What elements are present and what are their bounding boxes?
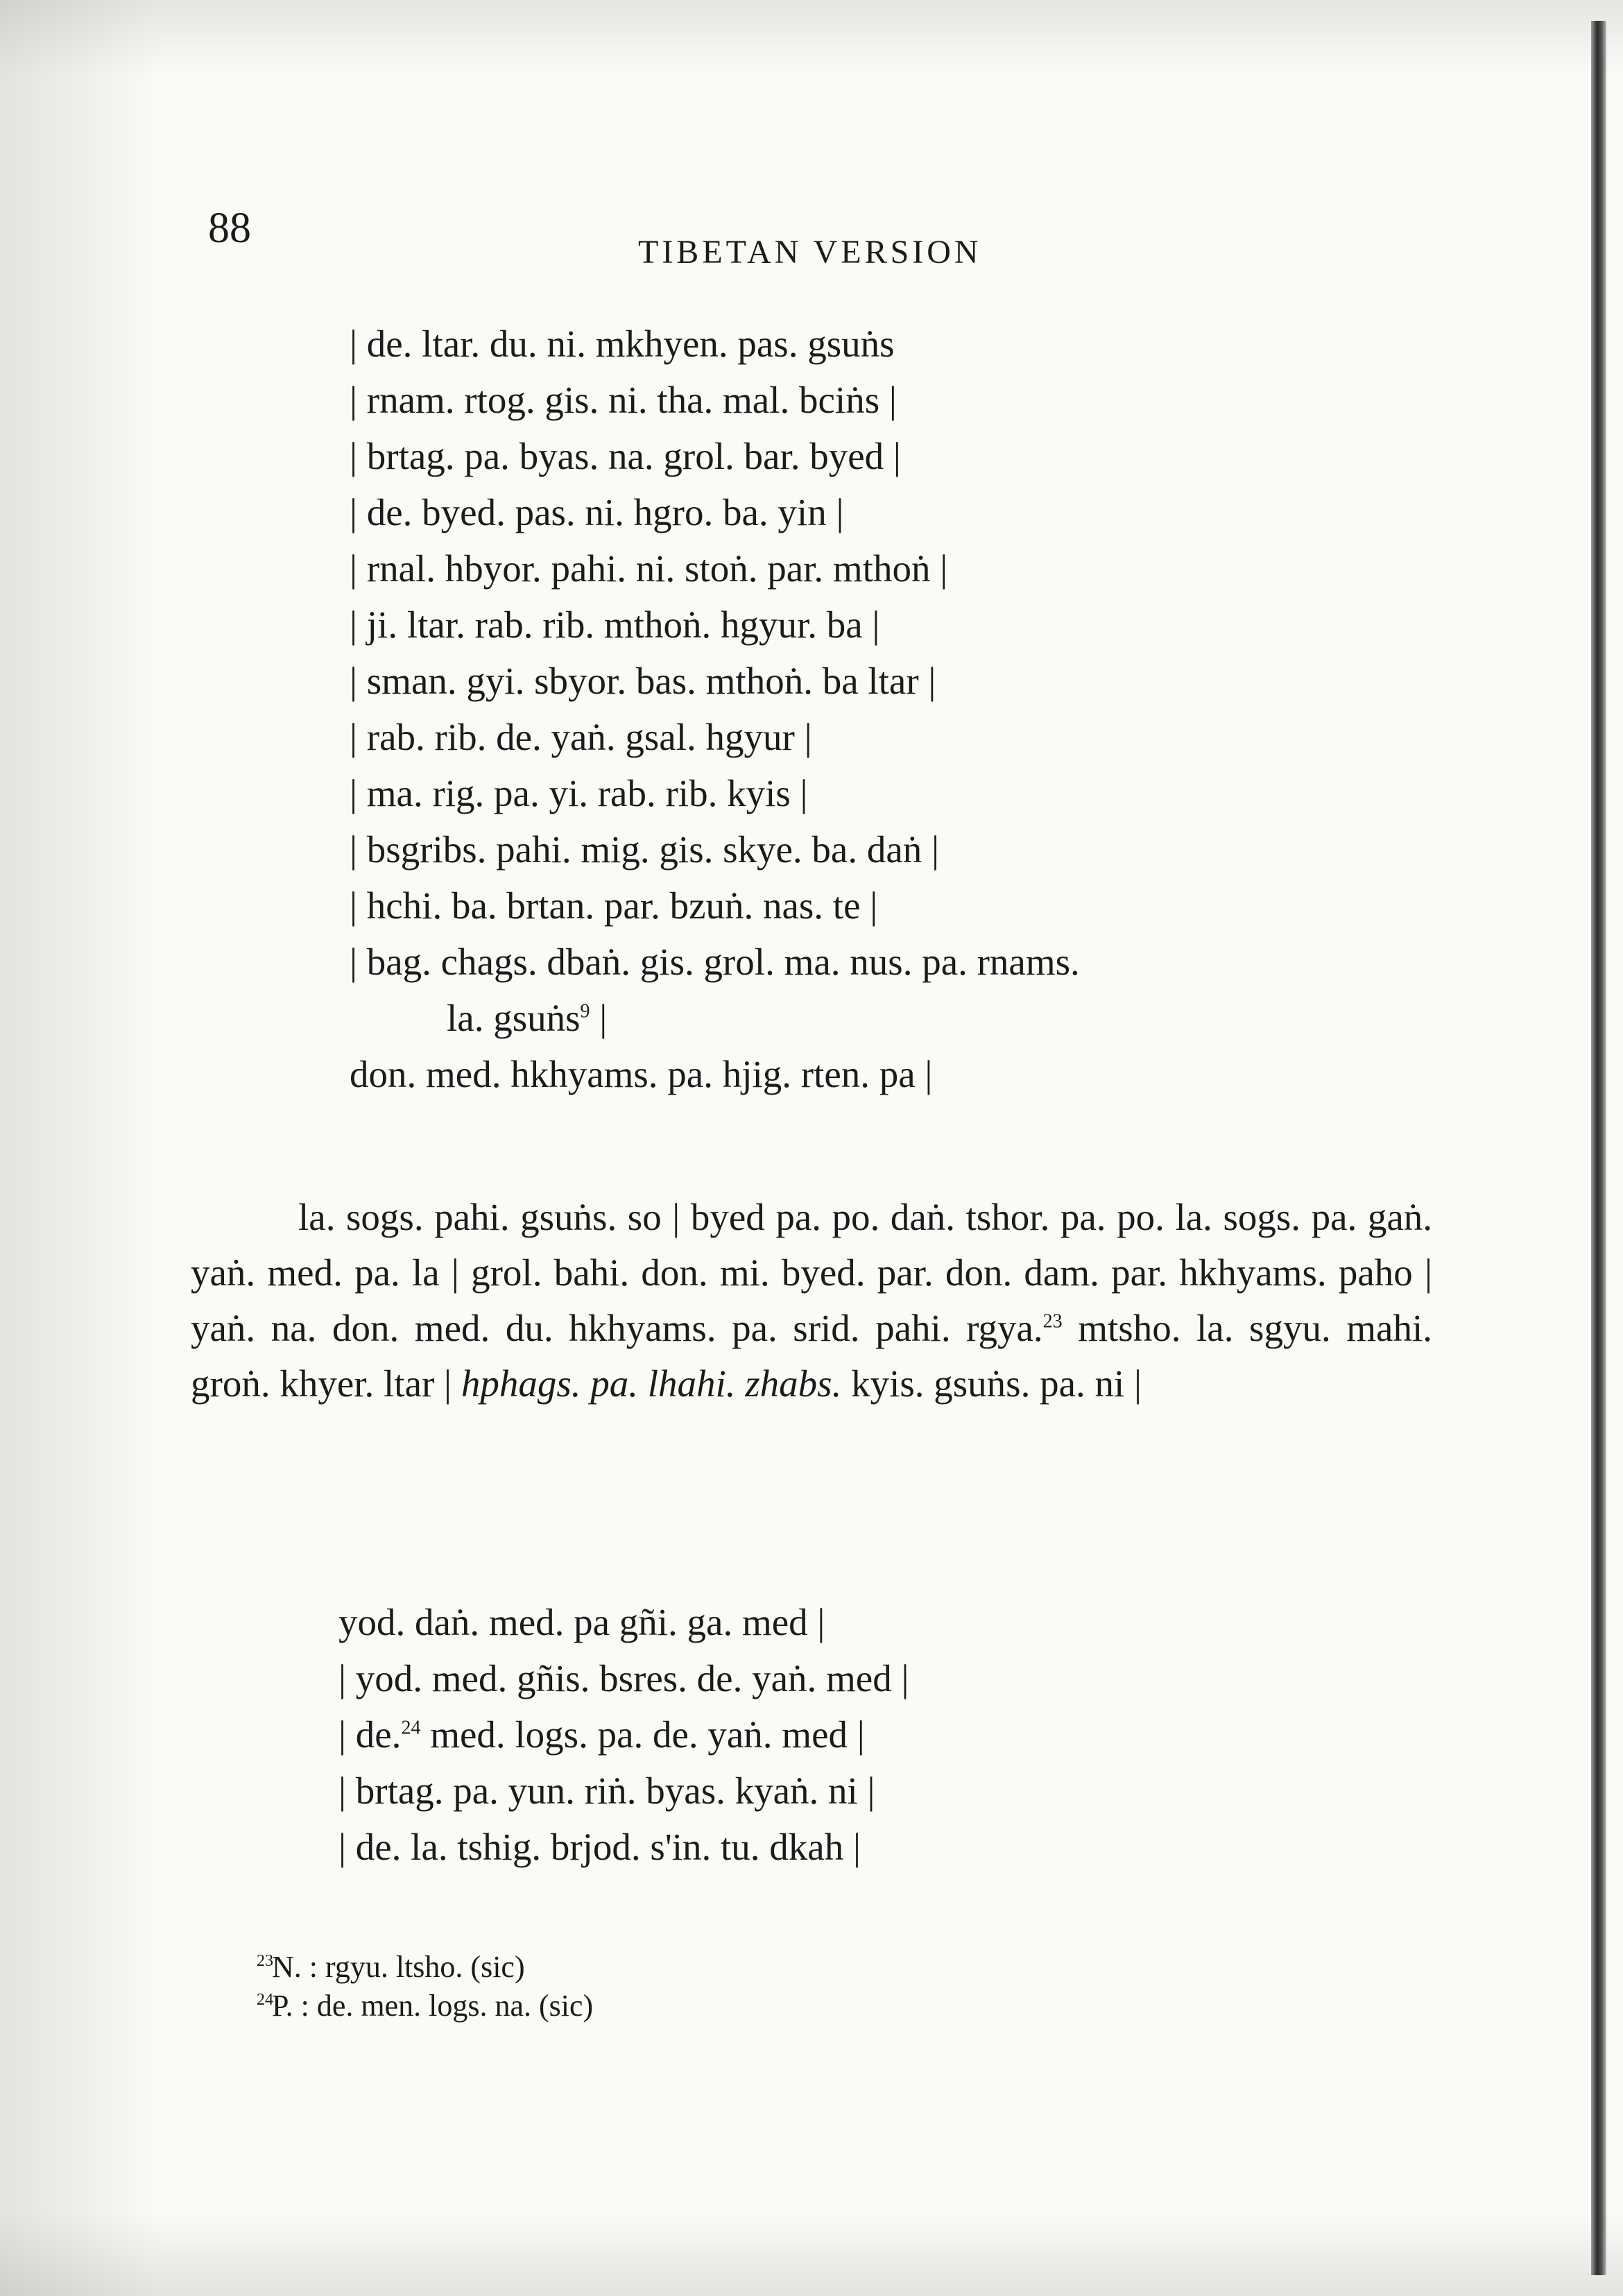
verse-line	[350, 484, 1080, 540]
verse-line	[350, 653, 1080, 709]
verse-line	[350, 428, 1080, 484]
verse-text: | ma. rig. pa. yi. rab. rib. kyis |	[350, 772, 808, 814]
verse-text: | brtag. pa. byas. na. grol. bar. byed |	[350, 435, 901, 477]
footnote-text: P. : de. men. logs. na. (sic)	[272, 1989, 594, 2023]
verse-block-2	[338, 1594, 909, 1875]
prose-text: kyis. gsuṅs. pa. ni |	[841, 1362, 1142, 1405]
verse-text: | sman. gyi. sbyor. bas. mthoṅ. ba ltar |	[350, 660, 936, 702]
verse-line	[350, 709, 1080, 765]
verse-text: |	[590, 997, 608, 1039]
verse-text: | bsgribs. pahi. mig. gis. skye. ba. daṅ |	[350, 828, 940, 871]
verse-line	[338, 1594, 909, 1650]
footnote-text: N. : rgyu. ltsho. (sic)	[272, 1950, 525, 1984]
verse-text: | de. byed. pas. ni. hgro. ba. yin |	[350, 491, 844, 533]
verse-line	[338, 1650, 909, 1706]
verse-line	[350, 540, 1080, 597]
verse-line	[350, 821, 1080, 877]
verse-line	[350, 765, 1080, 821]
footnote-ref: 23	[1042, 1310, 1063, 1333]
verse-line	[338, 1819, 909, 1875]
verse-text: don. med. hkhyams. pa. hjig. rten. pa |	[350, 1053, 933, 1095]
footnote-ref: 9	[580, 1000, 590, 1022]
verse-text: | bag. chags. dbaṅ. gis. grol. ma. nus. pa. rnams.	[350, 941, 1080, 983]
verse-line	[338, 1706, 909, 1763]
verse-text: | rnam. rtog. gis. ni. tha. mal. bciṅs |	[350, 379, 897, 421]
italic-citation: hphags. pa. lhahi. zhabs.	[461, 1362, 842, 1405]
verse-text: | brtag. pa. yun. riṅ. byas. kyaṅ. ni |	[338, 1770, 875, 1812]
verse-line	[350, 597, 1080, 653]
verse-block-1	[350, 316, 1080, 1102]
prose-text: la. sogs. pahi. gsuṅs. so | byed pa. po. daṅ. tshor. pa. po. la. sogs. pa. gaṅ. yaṅ. med. pa. la | grol. bahi. don. mi. byed. par. don. dam. par. hkhyams. paho | yaṅ. na. don. med. du. hkhyams. pa. srid. pahi. rgya.	[191, 1196, 1432, 1349]
footnote: 24P. : de. men. logs. na. (sic)	[257, 1989, 594, 2023]
verse-text: | de. la. tshig. brjod. s'in. tu. dkah |	[338, 1826, 861, 1868]
verse-text: | hchi. ba. brtan. par. bzuṅ. nas. te |	[350, 884, 878, 927]
scan-page-edge	[1591, 21, 1606, 2275]
scan-shadow-left	[0, 0, 160, 2296]
verse-text: | yod. med. gñis. bsres. de. yaṅ. med |	[338, 1657, 909, 1699]
verse-line	[350, 877, 1080, 934]
scan-shadow-top	[0, 0, 1623, 76]
verse-line	[350, 1046, 1080, 1102]
prose-paragraph	[191, 1190, 1432, 1412]
prose-text: mtsho. la. sgyu. mahi. groṅ. khyer. ltar |	[191, 1307, 1432, 1405]
verse-text: | de. ltar. du. ni. mkhyen. pas. gsuṅs	[350, 323, 895, 365]
footnote-ref: 24	[401, 1717, 421, 1739]
verse-line	[350, 934, 1080, 990]
verse-line	[350, 316, 1080, 372]
verse-text: | rab. rib. de. yaṅ. gsal. hgyur |	[350, 716, 812, 758]
verse-text: | ji. ltar. rab. rib. mthoṅ. hgyur. ba |	[350, 603, 880, 646]
footnotes	[257, 1948, 593, 2025]
verse-line	[338, 1763, 909, 1819]
page-number: 88	[208, 205, 251, 252]
verse-text: | de.	[338, 1713, 402, 1756]
verse-text: med. logs. pa. de. yaṅ. med |	[420, 1713, 865, 1756]
verse-text: yod. daṅ. med. pa gñi. ga. med |	[338, 1601, 825, 1643]
verse-text: | rnal. hbyor. pahi. ni. stoṅ. par. mthoṅ |	[350, 547, 948, 590]
running-head: TIBETAN VERSION	[638, 234, 982, 271]
verse-line	[350, 372, 1080, 428]
footnote: 23N. : rgyu. ltsho. (sic)	[257, 1950, 525, 1984]
scan-shadow-bottom	[0, 2213, 1623, 2296]
verse-line	[350, 990, 1080, 1046]
verse-text: la. gsuṅs	[447, 997, 581, 1039]
